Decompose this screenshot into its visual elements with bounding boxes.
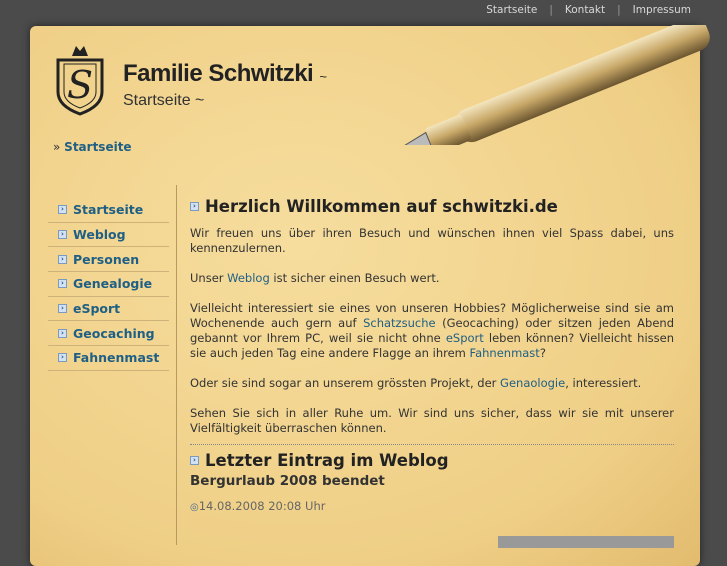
- topnav-impressum[interactable]: Impressum: [632, 4, 691, 16]
- weblog-paragraph: Unser Weblog ist sicher einen Besuch wert.: [190, 271, 440, 285]
- top-nav: [486, 4, 691, 16]
- sidebar-item-fahnenmast[interactable]: [48, 346, 169, 371]
- arrow-bullet-icon: ›: [58, 353, 67, 362]
- arrow-bullet-icon: ›: [58, 230, 67, 239]
- welcome-heading: › Herzlich Willkommen auf schwitzki.de: [190, 199, 674, 214]
- column-divider: [176, 185, 177, 545]
- sidebar-item-esport[interactable]: [48, 297, 169, 322]
- topnav-kontakt[interactable]: Kontakt: [564, 4, 606, 16]
- sidebar-item-weblog[interactable]: [48, 223, 169, 248]
- sidebar-item-genealogie[interactable]: [48, 272, 169, 297]
- sidebar-item-startseite[interactable]: [48, 198, 169, 223]
- sidebar-item-geocaching[interactable]: [48, 321, 169, 346]
- esport-link[interactable]: eSport: [445, 331, 484, 345]
- schatzsuche-link[interactable]: Schatzsuche: [363, 316, 436, 330]
- weblog-entry-date: ◎14.08.2008 20:08 Uhr: [190, 499, 326, 513]
- arrow-bullet-icon: ›: [58, 205, 67, 214]
- sidebar-item-label: Genealogie: [73, 276, 153, 292]
- project-paragraph: Oder sie sind sogar an unserem grössten Projekt, der Genaologie, interessiert.: [190, 376, 642, 390]
- sidebar-item-personen[interactable]: [48, 247, 169, 272]
- fahnenmast-link[interactable]: Fahnenmast: [469, 346, 540, 360]
- svg-text:S: S: [66, 63, 94, 107]
- main-content: [190, 199, 674, 515]
- arrow-bullet-icon: ›: [58, 279, 67, 288]
- sidebar-item-label: eSport: [73, 301, 121, 317]
- sidebar-item-label: Personen: [73, 251, 140, 267]
- sidebar-item-label: Fahnenmast: [73, 350, 160, 366]
- arrow-bullet-icon: ›: [190, 456, 199, 465]
- dotted-divider: [190, 444, 674, 445]
- closing-paragraph: Sehen Sie sich in aller Ruhe um. Wir sind uns sicher, dass wir sie mit unserer Vielfältigkeit überraschen können.: [190, 406, 674, 435]
- site-subtitle: Startseite ~: [123, 92, 205, 109]
- site-title: Familie Schwitzki ~: [123, 60, 327, 87]
- image-placeholder: [498, 536, 674, 548]
- intro-paragraph: Wir freuen uns über ihren Besuch und wünschen ihnen viel Spass dabei, uns kennenzulernen.: [190, 226, 674, 255]
- hobbies-paragraph: Vielleicht interessiert sie eines von unseren Hobbies? Möglicherweise sind sie am Wochenende auch gern auf Schatzsuche (Geocaching) oder sitzen jeden Abend gebannt vor Ihrem PC, weil sie nicht ohne eSport leben können? Vielleicht hissen sie auch jeden Tag eine andere Flagge an ihrem Fahnenmast?: [190, 301, 674, 360]
- weblog-entry-title[interactable]: Bergurlaub 2008 beendet: [190, 473, 385, 489]
- arrow-bullet-icon: ›: [190, 202, 199, 211]
- fountain-pen-image: [340, 25, 727, 145]
- genealogie-link[interactable]: Genaologie: [500, 376, 566, 390]
- breadcrumb: » Startseite: [53, 140, 132, 154]
- sidebar-item-label: Geocaching: [73, 325, 155, 341]
- weblog-heading: › Letzter Eintrag im Weblog: [190, 453, 674, 468]
- sidebar-item-label: Startseite: [73, 202, 144, 218]
- arrow-bullet-icon: ›: [58, 329, 67, 338]
- arrow-bullet-icon: ›: [58, 304, 67, 313]
- arrow-bullet-icon: ›: [58, 255, 67, 264]
- separator: |: [549, 4, 553, 16]
- topnav-startseite[interactable]: Startseite: [486, 4, 538, 16]
- separator: |: [617, 4, 621, 16]
- weblog-link[interactable]: Weblog: [227, 271, 270, 285]
- sidebar-nav: [48, 198, 169, 371]
- clock-icon: ◎: [190, 502, 199, 513]
- family-crest-logo: [48, 42, 112, 120]
- breadcrumb-startseite[interactable]: Startseite: [64, 140, 132, 154]
- sidebar-item-label: Weblog: [73, 227, 126, 243]
